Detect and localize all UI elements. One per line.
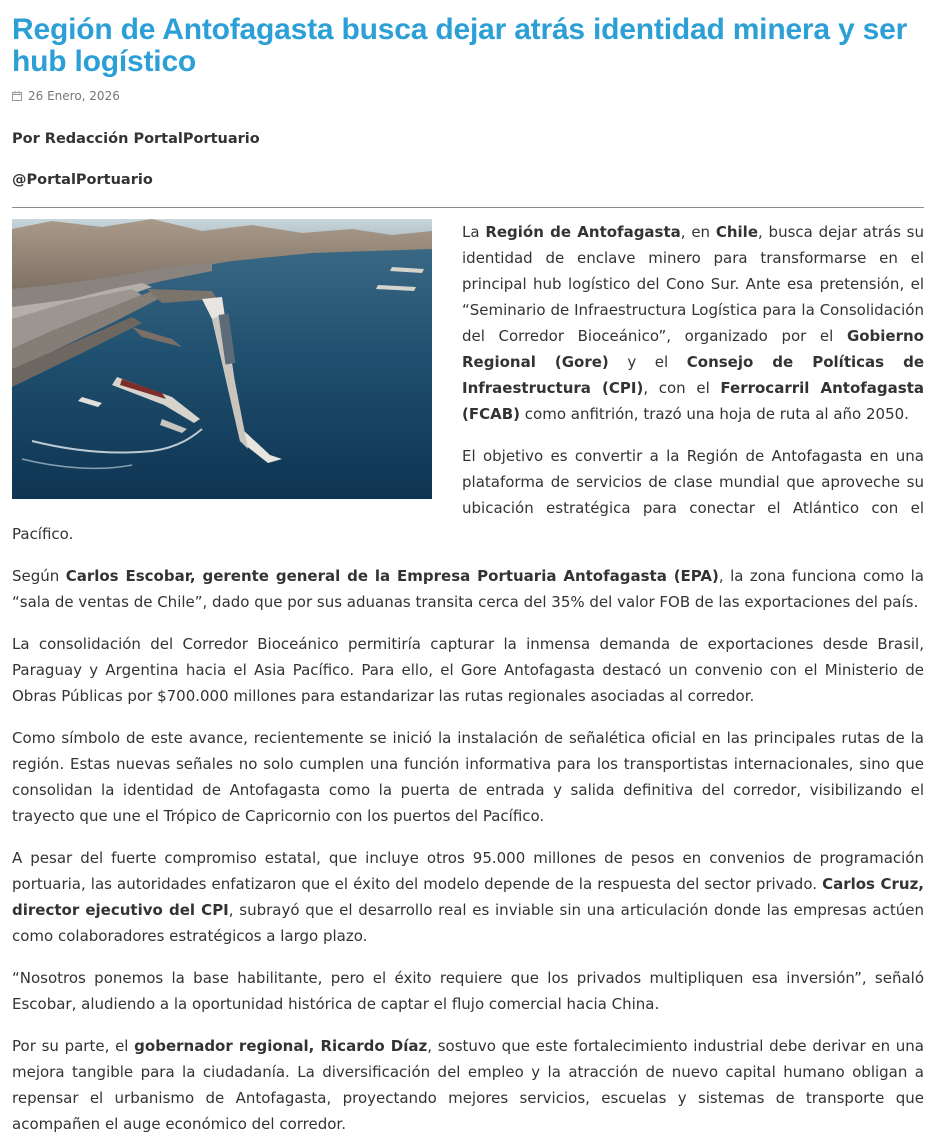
paragraph: La Región de Antofagasta, en Chile, busca dejar atrás su identidad de enclave minero para transformarse en el principal hub logístico del Cono Sur. Ante esa pretensión, el “Seminario de Infraestructura Logística para la Consolidación del Corredor Bioceánico”, organizado por el Gobierno Regional (Gore) y el Consejo de Políticas de Infraestructura (CPI), con el Ferrocarril Antofagasta (FCAB) como anfitrión, trazó una hoja de ruta al año 2050. <box>462 223 924 423</box>
article-body <box>12 219 924 1137</box>
paragraph: El objetivo es convertir a la Región de Antofagasta en una plataforma de servicios de clase mundial que aproveche su ubicación estratégica para conectar el Atlántico con el Pacífico. <box>12 447 924 543</box>
calendar-icon <box>12 91 22 101</box>
divider <box>12 207 924 208</box>
port-aerial-photo <box>12 219 432 499</box>
paragraph: A pesar del fuerte compromiso estatal, que incluye otros 95.000 millones de pesos en convenios de programación portuaria, las autoridades enfatizaron que el éxito del modelo depende de la respuesta del sector privado. Carlos Cruz, director ejecutivo del CPI, subrayó que el desarrollo real es inviable sin una articulación donde las empresas actúen como colaboradores estratégicos a largo plazo. <box>12 849 924 945</box>
article-handle[interactable]: @PortalPortuario <box>12 172 153 188</box>
article-date: 26 Enero, 2026 <box>28 89 120 103</box>
article <box>0 14 936 1137</box>
article-byline: Por Redacción PortalPortuario <box>12 131 260 147</box>
paragraph: Como símbolo de este avance, recientemente se inició la instalación de señalética oficial en las principales rutas de la región. Estas nuevas señales no solo cumplen una función informativa para los transportistas internacionales, sino que consolidan la identidad de Antofagasta como la puerta de entrada y salida definitiva del corredor, visibilizando el trayecto que une el Trópico de Capricornio con los puertos del Pacífico. <box>12 729 924 825</box>
paragraph: La consolidación del Corredor Bioceánico permitiría capturar la inmensa demanda de exportaciones desde Brasil, Paraguay y Argentina hacia el Asia Pacífico. Para ello, el Gore Antofagasta destacó un convenio con el Ministerio de Obras Públicas por $700.000 millones para estandarizar las rutas regionales asociadas al corredor. <box>12 635 924 705</box>
article-title: Región de Antofagasta busca dejar atrás identidad minera y ser hub logístico <box>12 13 908 78</box>
paragraph: “Nosotros ponemos la base habilitante, pero el éxito requiere que los privados multipliquen esa inversión”, señaló Escobar, aludiendo a la oportunidad histórica de captar el flujo comercial hacia China. <box>12 969 924 1013</box>
article-meta <box>12 88 924 104</box>
paragraph: Según Carlos Escobar, gerente general de la Empresa Portuaria Antofagasta (EPA), la zona funciona como la “sala de ventas de Chile”, dado que por sus aduanas transita cerca del 35% del valor FOB de las exportaciones del país. <box>12 567 924 611</box>
paragraph: Por su parte, el gobernador regional, Ricardo Díaz, sostuvo que este fortalecimiento industrial debe derivar en una mejora tangible para la ciudadanía. La diversificación del empleo y la atracción de nuevo capital humano obligan a repensar el urbanismo de Antofagasta, proyectando mejores servicios, escuelas y sistemas de transporte que acompañen el auge económico del corredor. <box>12 1037 924 1133</box>
